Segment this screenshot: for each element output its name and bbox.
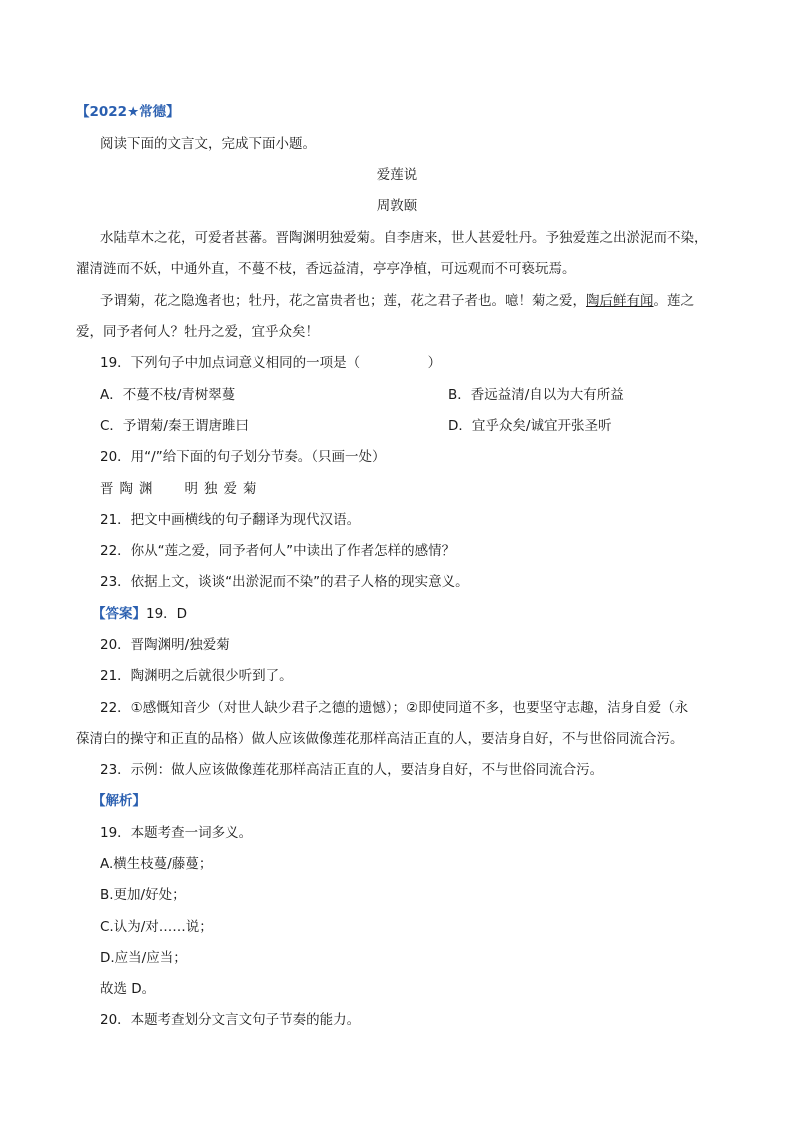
answer-20: 20．晋陶渊明/独爱菊 bbox=[100, 637, 230, 653]
answer-23: 23．示例：做人应该做像莲花那样高洁正直的人，要洁身自好，不与世俗同流合污。 bbox=[100, 762, 604, 778]
passage-p2-line2: 爱，同予者何人？牡丹之爱，宜乎众矣！ bbox=[76, 324, 319, 340]
answer-19: 19．D bbox=[146, 606, 188, 622]
passage-p1-line1: 水陆草木之花，可爱者甚蕃。晋陶渊明独爱菊。自李唐来，世人甚爱牡丹。予独爱莲之出淤泥而不染， bbox=[100, 230, 708, 246]
answer-22-line1: 22．①感慨知音少（对世人缺少君子之德的遗憾）；②即使同道不多，也要坚守志趣，洁身自爱（永 bbox=[100, 700, 689, 716]
q20-sentence bbox=[100, 480, 263, 498]
analysis-line-5: D.应当/应当； bbox=[100, 950, 187, 966]
answer-label: 【答案】 bbox=[92, 606, 146, 622]
question-19: 19．下列句子中加点词意义相同的一项是（ ） bbox=[100, 355, 442, 371]
intro-text: 阅读下面的文言文，完成下面小题。 bbox=[100, 136, 316, 152]
question-22: 22．你从“莲之爱，同予者何人”中读出了作者怎样的感情？ bbox=[100, 543, 456, 559]
analysis-line-7: 20．本题考查划分文言文句子节奏的能力。 bbox=[100, 1012, 361, 1028]
passage-title: 爱莲说 bbox=[376, 167, 418, 183]
analysis-line-6: 故选 D。 bbox=[100, 981, 156, 997]
answer-22-line2: 葆清白的操守和正直的品格）做人应该做像莲花那样高洁正直的人，要洁身自好，不与世俗同流合污。 bbox=[76, 731, 684, 747]
analysis-line-1: 19．本题考查一词多义。 bbox=[100, 825, 253, 841]
question-21: 21．把文中画横线的句子翻译为现代汉语。 bbox=[100, 512, 361, 528]
passage-p2-line1-b: 。莲之 bbox=[653, 293, 694, 309]
analysis-line-2: A.横生枝蔓/藤蔓； bbox=[100, 856, 213, 872]
passage-p2-line1-a: 予谓菊，花之隐逸者也；牡丹，花之富贵者也；莲，花之君子者也。噫！菊之爱， bbox=[100, 293, 586, 309]
analysis-label: 【解析】 bbox=[92, 793, 146, 809]
passage-p1-line2: 濯清涟而不妖，中通外直，不蔓不枝，香远益清，亭亭净植，可远观而不可亵玩焉。 bbox=[76, 261, 576, 277]
q19-option-d: D．宜乎众矣/诚宜开张圣听 bbox=[448, 418, 612, 434]
question-23: 23．依据上文，谈谈“出淤泥而不染”的君子人格的现实意义。 bbox=[100, 574, 469, 590]
passage-author: 周敦颐 bbox=[376, 198, 418, 214]
analysis-line-4: C.认为/对……说； bbox=[100, 919, 213, 935]
q19-option-c: C．予谓菊/秦王谓唐雎曰 bbox=[100, 418, 249, 434]
analysis-line-3: B.更加/好处； bbox=[100, 887, 186, 903]
source-tag: 【2022★常德】 bbox=[76, 104, 180, 120]
q20-sentence-a: 晋陶渊 bbox=[100, 481, 159, 497]
answer-line bbox=[92, 605, 187, 623]
q19-option-b: B．香远益清/自以为大有所益 bbox=[448, 387, 624, 403]
q19-options-row2 bbox=[100, 417, 700, 435]
underlined-sentence: 陶后鲜有闻 bbox=[586, 293, 654, 309]
passage-p2-line1 bbox=[100, 292, 694, 310]
q19-option-a: A．不蔓不枝/青树翠蔓 bbox=[100, 387, 236, 403]
q19-options-row1 bbox=[100, 386, 700, 404]
question-20: 20．用“/”给下面的句子划分节奏。（只画一处） bbox=[100, 449, 386, 465]
q20-sentence-b: 明独爱菊 bbox=[184, 481, 263, 497]
answer-21: 21．陶渊明之后就很少听到了。 bbox=[100, 668, 293, 684]
